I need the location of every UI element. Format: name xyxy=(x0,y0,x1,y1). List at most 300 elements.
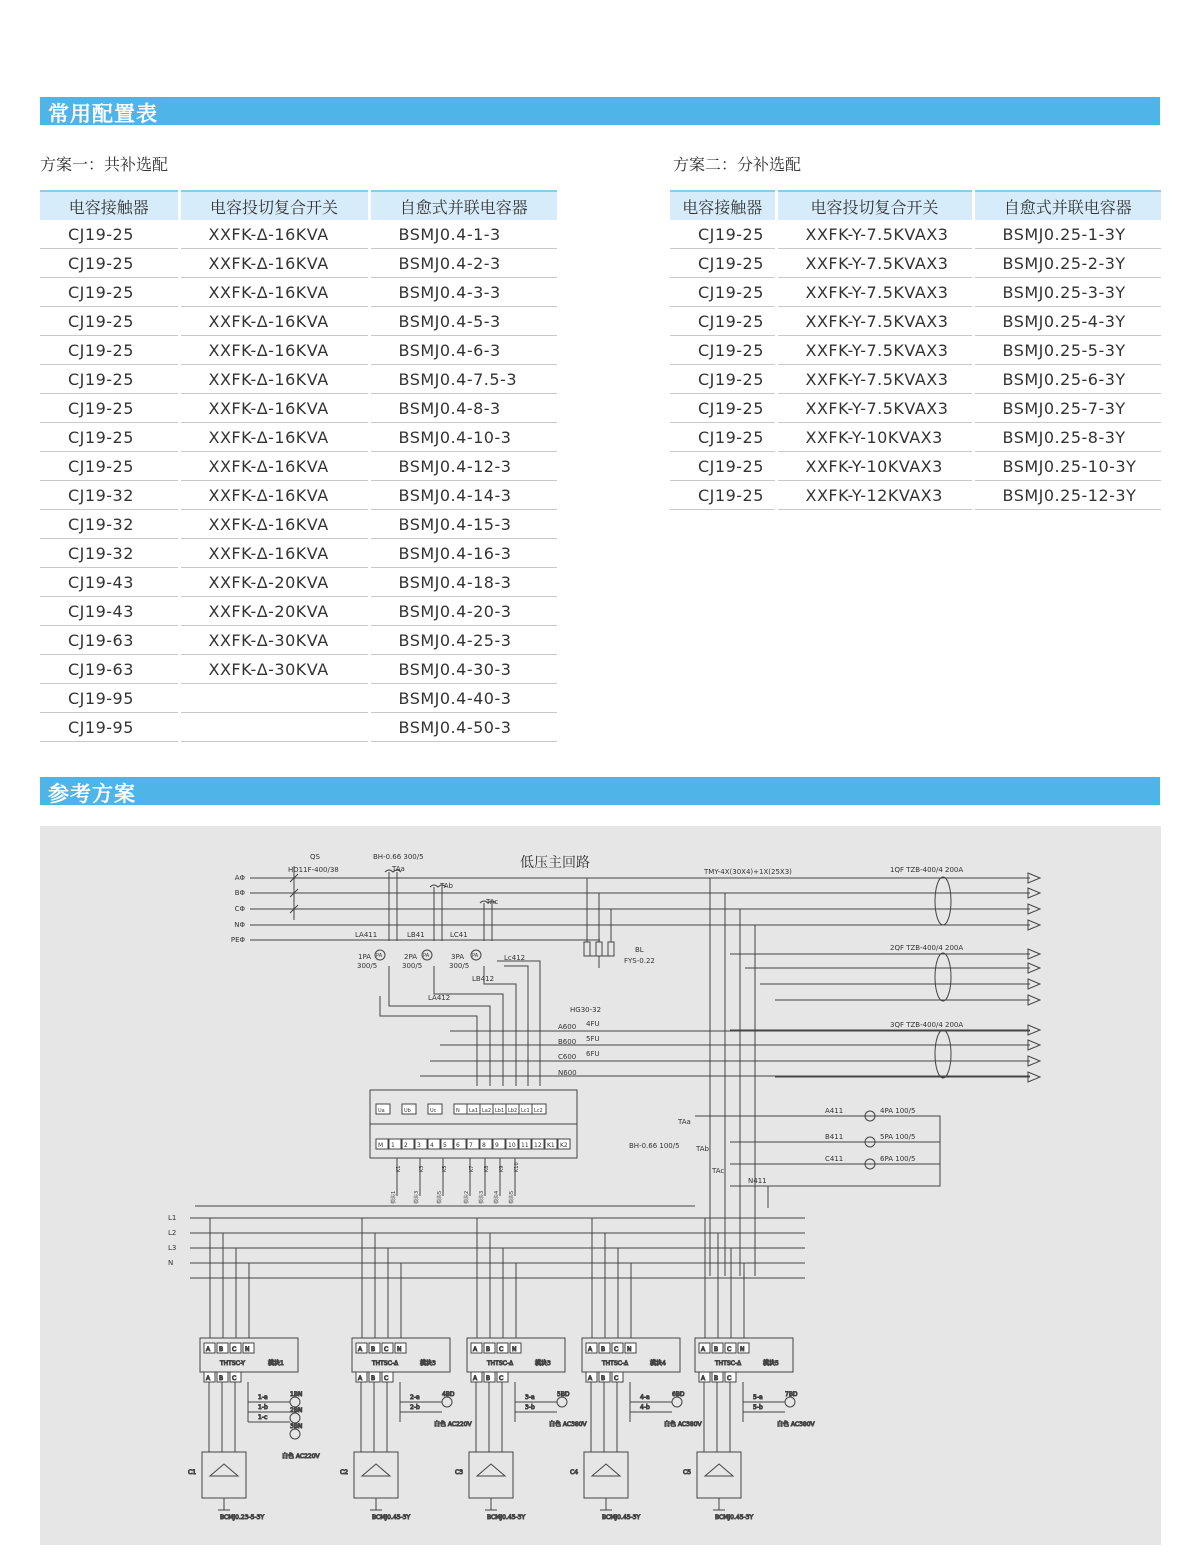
table-cell: CJ19-25 xyxy=(670,249,776,278)
table-row xyxy=(670,307,1161,336)
module-terminal-label: C xyxy=(232,1346,237,1353)
lamp-note: 白色 AC380V xyxy=(664,1421,702,1428)
bus-label: L3 xyxy=(168,1244,177,1252)
table-cell: XXFK-Y-7.5KVAX3 xyxy=(776,278,973,307)
lamp-label: 5BD xyxy=(557,1391,570,1398)
ctrl-module-label: 模块5 xyxy=(509,1190,515,1204)
table-cell: BSMJ0.4-30-3 xyxy=(369,655,557,684)
ct-a-label: TAa xyxy=(392,865,405,873)
table-cell: CJ19-25 xyxy=(670,452,776,481)
table-row xyxy=(670,423,1161,452)
table-cell: XXFK-Y-7.5KVAX3 xyxy=(776,394,973,423)
wiring-diagram xyxy=(40,826,1161,1545)
scheme1-table xyxy=(40,190,557,742)
line-label: 2-b xyxy=(410,1404,420,1411)
table-cell: XXFK-Δ-16KVA xyxy=(179,249,369,278)
table-row xyxy=(40,626,557,655)
module-terminal-label: B xyxy=(601,1346,606,1353)
qs-model: HD11F-400/38 xyxy=(288,866,339,874)
table-row xyxy=(40,481,557,510)
phase-label: BΦ xyxy=(234,889,245,897)
table-cell: XXFK-Δ-16KVA xyxy=(179,336,369,365)
ctrl-output-label: K9 xyxy=(499,1165,505,1172)
table-cell: BSMJ0.4-20-3 xyxy=(369,597,557,626)
pa2-label: 2PA xyxy=(404,953,418,961)
module-out-label: C xyxy=(499,1375,504,1382)
ctrl-module-label: 模块4 xyxy=(494,1190,500,1204)
module-label: 模块4 xyxy=(650,1360,666,1367)
ctrl-terminal-label: Ub xyxy=(404,1108,411,1114)
table-cell: BSMJ0.25-4-3Y xyxy=(973,307,1161,336)
table-cell: CJ19-25 xyxy=(40,336,179,365)
table-cell: BSMJ0.4-25-3 xyxy=(369,626,557,655)
module-type: THTSC-Y xyxy=(220,1360,245,1367)
ctrl-output-label: K7 xyxy=(469,1165,475,1172)
table-cell: XXFK-Y-7.5KVAX3 xyxy=(776,307,973,336)
table-cell: CJ19-32 xyxy=(40,510,179,539)
table-row xyxy=(40,713,557,742)
module-label: 模块1 xyxy=(268,1360,284,1367)
table-row xyxy=(670,278,1161,307)
capacitor-box xyxy=(584,1452,628,1498)
table-row xyxy=(40,452,557,481)
table-header: 电容投切复合开关 xyxy=(776,191,973,220)
capacitor-model: BCMJ0.23-5-3Y xyxy=(220,1514,265,1521)
ctrl-terminal-label: Uc xyxy=(430,1108,437,1114)
table-cell: BSMJ0.4-8-3 xyxy=(369,394,557,423)
module-terminal-label: N xyxy=(740,1346,745,1353)
fys-label: FYS-0.22 xyxy=(624,957,655,965)
table-cell: CJ19-25 xyxy=(670,336,776,365)
module-label: 模块3 xyxy=(420,1360,436,1367)
capacitor-icon xyxy=(210,1464,238,1476)
table-cell: BSMJ0.25-8-3Y xyxy=(973,423,1161,452)
module-terminal-label: A xyxy=(588,1346,593,1353)
c411-label: C411 xyxy=(825,1155,844,1163)
ctrl-module-label: 模块2 xyxy=(464,1190,470,1204)
table-row xyxy=(40,539,557,568)
module-out-label: A xyxy=(701,1375,706,1382)
line-label: 4-b xyxy=(640,1404,650,1411)
module-out-label: A xyxy=(588,1375,593,1382)
line-label: 3-a xyxy=(525,1394,535,1401)
line-label: 5-b xyxy=(753,1404,763,1411)
table-cell: XXFK-Δ-20KVA xyxy=(179,568,369,597)
module-out-label: C xyxy=(727,1375,732,1382)
ctrl-module-label: 模块3 xyxy=(479,1190,485,1204)
lb41-label: LB41 xyxy=(407,931,425,939)
table-cell: BSMJ0.4-40-3 xyxy=(369,684,557,713)
ctrl-terminal-label: M xyxy=(378,1142,384,1149)
lamp-note: 白色 AC380V xyxy=(777,1421,815,1428)
bh100-label: BH-0.66 100/5 xyxy=(629,1142,680,1150)
ctrl-terminal-label: K2 xyxy=(560,1142,568,1149)
ctrl-terminal-label: 12 xyxy=(534,1142,542,1149)
pa1-ratio: 300/5 xyxy=(357,962,378,970)
phase-label: CΦ xyxy=(234,905,245,913)
table-cell: BSMJ0.4-12-3 xyxy=(369,452,557,481)
module-terminal-label: N xyxy=(245,1346,250,1353)
ctrl-output-label: K5 xyxy=(442,1165,448,1172)
table-row xyxy=(40,336,557,365)
diagram-title: 低压主回路 xyxy=(520,855,590,871)
table-cell: BSMJ0.25-6-3Y xyxy=(973,365,1161,394)
ctrl-terminal-label: 2 xyxy=(404,1142,408,1149)
fu6-label: 6FU xyxy=(586,1050,600,1058)
table-cell: CJ19-25 xyxy=(670,278,776,307)
ta-b2-label: TAb xyxy=(696,1145,709,1153)
module-label: 模块3 xyxy=(535,1360,551,1367)
reference-section-title: 参考方案 xyxy=(48,782,136,806)
ctrl-terminal-label: 1 xyxy=(391,1142,395,1149)
table-cell: CJ19-25 xyxy=(670,394,776,423)
table-cell: XXFK-Δ-16KVA xyxy=(179,510,369,539)
qf1-label: 1QF TZB-400/4 200A xyxy=(890,866,964,874)
table-cell: XXFK-Δ-16KVA xyxy=(179,539,369,568)
table-row xyxy=(40,220,557,249)
pa2-symbol: PA xyxy=(423,953,430,959)
table-cell: XXFK-Y-7.5KVAX3 xyxy=(776,365,973,394)
table-cell: XXFK-Δ-16KVA xyxy=(179,278,369,307)
table-cell: BSMJ0.4-5-3 xyxy=(369,307,557,336)
pa5-label: 5PA 100/5 xyxy=(880,1133,916,1141)
table-cell: XXFK-Δ-16KVA xyxy=(179,220,369,249)
indicator-lamp-icon xyxy=(290,1397,300,1407)
table-row xyxy=(670,249,1161,278)
ta-c2-label: TAc xyxy=(712,1167,725,1175)
table-cell: CJ19-25 xyxy=(670,365,776,394)
phase-label: AΦ xyxy=(234,874,245,882)
pa3-symbol: PA xyxy=(472,953,479,959)
a411-label: A411 xyxy=(825,1107,844,1115)
line-label: 5-a xyxy=(753,1394,763,1401)
capacitor-box xyxy=(202,1452,246,1498)
module-terminal-label: N xyxy=(397,1346,402,1353)
module-out-label: B xyxy=(714,1375,719,1382)
phase-label: PEΦ xyxy=(230,936,245,944)
module-type: THTSC-Δ xyxy=(487,1360,514,1367)
pa2-ratio: 300/5 xyxy=(402,962,423,970)
capacitor-box xyxy=(354,1452,398,1498)
module-out-label: A xyxy=(358,1375,363,1382)
capacitor-label: C3 xyxy=(455,1469,464,1476)
table-cell: XXFK-Y-7.5KVAX3 xyxy=(776,336,973,365)
capacitor-model: BCMJ0.45-3Y xyxy=(372,1514,411,1521)
ctrl-terminal-label: N xyxy=(456,1108,460,1114)
table-row xyxy=(40,510,557,539)
scheme1-title: 方案一：共补选配 xyxy=(40,155,169,174)
scheme2-title: 方案二：分补选配 xyxy=(673,155,802,174)
module-terminal-label: N xyxy=(512,1346,517,1353)
table-row xyxy=(40,307,557,336)
table-cell: XXFK-Δ-20KVA xyxy=(179,597,369,626)
ctrl-module-label: 模块1 xyxy=(391,1190,397,1204)
lc412-label: Lc412 xyxy=(504,954,526,962)
table-cell: CJ19-25 xyxy=(40,394,179,423)
table-cell: XXFK-Y-10KVAX3 xyxy=(776,452,973,481)
ctrl-terminal-label: Lc1 xyxy=(521,1108,530,1114)
table-cell: BSMJ0.25-3-3Y xyxy=(973,278,1161,307)
b600-label: B600 xyxy=(558,1038,577,1046)
indicator-lamp-icon xyxy=(290,1429,300,1439)
table-cell: CJ19-25 xyxy=(40,307,179,336)
table-cell: XXFK-Y-12KVAX3 xyxy=(776,481,973,510)
table-cell: XXFK-Δ-16KVA xyxy=(179,307,369,336)
wiring-diagram-svg xyxy=(40,826,1161,1545)
ctrl-terminal-label: La2 xyxy=(482,1108,492,1114)
module-terminal-label: C xyxy=(614,1346,619,1353)
ctrl-output-label: K3 xyxy=(419,1165,425,1172)
module-terminal-label: B xyxy=(714,1346,719,1353)
indicator-lamp-icon xyxy=(290,1413,300,1423)
lamp-label: 3BN xyxy=(290,1423,303,1430)
table-row xyxy=(670,481,1161,510)
module-type: THTSC-Δ xyxy=(715,1360,742,1367)
capacitor-icon xyxy=(592,1464,620,1476)
busbar-label: TMY-4X(30X4)+1X(25X3) xyxy=(704,868,792,876)
module-out-label: B xyxy=(486,1375,491,1382)
table-cell: XXFK-Δ-16KVA xyxy=(179,452,369,481)
table-row xyxy=(40,249,557,278)
table-cell: XXFK-Y-7.5KVAX3 xyxy=(776,220,973,249)
pa3-ratio: 300/5 xyxy=(449,962,470,970)
table-cell: XXFK-Δ-16KVA xyxy=(179,365,369,394)
table-cell: BSMJ0.4-50-3 xyxy=(369,713,557,742)
line-label: 1-a xyxy=(258,1394,268,1401)
pa4-label: 4PA 100/5 xyxy=(880,1107,916,1115)
bl-label: BL xyxy=(635,946,644,954)
table-cell: CJ19-63 xyxy=(40,626,179,655)
table-header: 电容投切复合开关 xyxy=(179,191,369,220)
capacitor-label: C4 xyxy=(570,1469,579,1476)
ctrl-terminal-label: Lb2 xyxy=(508,1108,518,1114)
capacitor-label: C5 xyxy=(683,1469,692,1476)
capacitor-icon xyxy=(705,1464,733,1476)
indicator-lamp-icon xyxy=(442,1397,452,1407)
bus-label: N xyxy=(168,1259,174,1267)
ctrl-output-label: K1 xyxy=(396,1165,402,1172)
indicator-lamp-icon xyxy=(785,1397,795,1407)
ctrl-terminal-label: 5 xyxy=(443,1142,447,1149)
reference-section-band xyxy=(40,777,1160,805)
table-cell xyxy=(179,684,369,713)
lamp-label: 7BD xyxy=(785,1391,798,1398)
module-out-label: A xyxy=(206,1375,211,1382)
ctrl-terminal-label: 8 xyxy=(482,1142,486,1149)
table-row xyxy=(670,394,1161,423)
table-row xyxy=(670,336,1161,365)
table-cell: BSMJ0.4-10-3 xyxy=(369,423,557,452)
table-cell: CJ19-95 xyxy=(40,713,179,742)
lamp-label: 4BD xyxy=(442,1391,455,1398)
module-terminal-label: C xyxy=(727,1346,732,1353)
config-section-title: 常用配置表 xyxy=(48,102,158,126)
n411-label: N411 xyxy=(748,1177,767,1185)
qs-label: QS xyxy=(310,853,320,861)
c600-label: C600 xyxy=(558,1053,577,1061)
fu4-label: 4FU xyxy=(586,1020,600,1028)
table-cell: BSMJ0.25-12-3Y xyxy=(973,481,1161,510)
b411-label: B411 xyxy=(825,1133,844,1141)
table-header: 电容接触器 xyxy=(670,191,776,220)
table-cell: CJ19-25 xyxy=(40,365,179,394)
capacitor-label: C1 xyxy=(188,1469,197,1476)
table-cell: CJ19-25 xyxy=(40,249,179,278)
ctrl-terminal-label: 6 xyxy=(456,1142,460,1149)
table-cell: CJ19-95 xyxy=(40,684,179,713)
module-terminal-label: B xyxy=(219,1346,224,1353)
line-label: 1-b xyxy=(258,1404,268,1411)
a600-label: A600 xyxy=(558,1023,577,1031)
module-terminal-label: N xyxy=(627,1346,632,1353)
pa1-label: 1PA xyxy=(358,953,372,961)
table-cell: BSMJ0.25-10-3Y xyxy=(973,452,1161,481)
lamp-note: 白色 AC220V xyxy=(434,1421,472,1428)
table-row xyxy=(670,220,1161,249)
table-cell: BSMJ0.25-2-3Y xyxy=(973,249,1161,278)
la411-label: LA411 xyxy=(355,931,378,939)
module-terminal-label: B xyxy=(486,1346,491,1353)
ct-model: BH-0.66 300/5 xyxy=(373,853,424,861)
table-cell: CJ19-32 xyxy=(40,481,179,510)
ctrl-output-label: K8 xyxy=(484,1165,490,1172)
table-cell xyxy=(179,713,369,742)
module-label: 模块5 xyxy=(763,1360,779,1367)
table-header: 电容接触器 xyxy=(40,191,179,220)
bus-label: L2 xyxy=(168,1229,177,1237)
table-cell: CJ19-32 xyxy=(40,539,179,568)
table-cell: XXFK-Y-7.5KVAX3 xyxy=(776,249,973,278)
table-cell: CJ19-25 xyxy=(40,220,179,249)
phase-label: NΦ xyxy=(234,921,245,929)
table-cell: CJ19-25 xyxy=(40,452,179,481)
table-cell: CJ19-25 xyxy=(40,423,179,452)
table-cell: BSMJ0.25-1-3Y xyxy=(973,220,1161,249)
table-cell: BSMJ0.4-14-3 xyxy=(369,481,557,510)
ctrl-terminal-label: 4 xyxy=(430,1142,434,1149)
module-terminal-label: C xyxy=(384,1346,389,1353)
hg-label: HG30-32 xyxy=(570,1006,602,1014)
table-cell: BSMJ0.25-7-3Y xyxy=(973,394,1161,423)
table-row xyxy=(40,568,557,597)
ctrl-terminal-label: 7 xyxy=(469,1142,473,1149)
table-row xyxy=(40,278,557,307)
lamp-label: 2BN xyxy=(290,1407,303,1414)
capacitor-icon xyxy=(362,1464,390,1476)
indicator-lamp-icon xyxy=(557,1397,567,1407)
table-cell: XXFK-Δ-16KVA xyxy=(179,394,369,423)
lamp-note: 白色 AC220V xyxy=(282,1453,320,1460)
module-out-label: C xyxy=(232,1375,237,1382)
module-terminal-label: A xyxy=(358,1346,363,1353)
table-row xyxy=(670,365,1161,394)
table-cell: BSMJ0.4-3-3 xyxy=(369,278,557,307)
table-cell: BSMJ0.4-7.5-3 xyxy=(369,365,557,394)
module-out-label: A xyxy=(473,1375,478,1382)
ct-c-label: TAc xyxy=(486,898,499,906)
table-header: 自愈式并联电容器 xyxy=(369,191,557,220)
module-out-label: B xyxy=(219,1375,224,1382)
table-row xyxy=(40,684,557,713)
module-out-label: B xyxy=(371,1375,376,1382)
table-row xyxy=(40,394,557,423)
ctrl-terminal-label: 9 xyxy=(495,1142,499,1149)
qf2-label: 2QF TZB-400/4 200A xyxy=(890,944,964,952)
fu5-label: 5FU xyxy=(586,1035,600,1043)
table-header: 自愈式并联电容器 xyxy=(973,191,1161,220)
bus-label: L1 xyxy=(168,1214,177,1222)
indicator-lamp-icon xyxy=(672,1397,682,1407)
table-cell: XXFK-Δ-16KVA xyxy=(179,423,369,452)
line-label: 3-b xyxy=(525,1404,535,1411)
table-row xyxy=(40,655,557,684)
capacitor-icon xyxy=(477,1464,505,1476)
ctrl-output-label: K10 xyxy=(514,1162,520,1172)
table-cell: CJ19-25 xyxy=(670,423,776,452)
module-out-label: B xyxy=(601,1375,606,1382)
module-terminal-label: C xyxy=(499,1346,504,1353)
table-cell: XXFK-Y-10KVAX3 xyxy=(776,423,973,452)
module-type: THTSC-Δ xyxy=(372,1360,399,1367)
table-cell: BSMJ0.4-15-3 xyxy=(369,510,557,539)
line-label: 4-a xyxy=(640,1394,650,1401)
lamp-label: 6BD xyxy=(672,1391,685,1398)
capacitor-label: C2 xyxy=(340,1469,349,1476)
table-row xyxy=(40,423,557,452)
table-cell: BSMJ0.4-6-3 xyxy=(369,336,557,365)
table-cell: XXFK-Δ-30KVA xyxy=(179,655,369,684)
ctrl-terminal-label: 11 xyxy=(521,1142,529,1149)
line-label: 1-c xyxy=(258,1414,268,1421)
table-cell: CJ19-25 xyxy=(670,220,776,249)
ctrl-terminal-label: K1 xyxy=(547,1142,555,1149)
n600-label: N600 xyxy=(558,1069,577,1077)
capacitor-model: BCMJ0.45-3Y xyxy=(487,1514,526,1521)
capacitor-box xyxy=(697,1452,741,1498)
capacitor-model: BCMJ0.45-3Y xyxy=(602,1514,641,1521)
ctrl-terminal-label: 3 xyxy=(417,1142,421,1149)
ta-a2-label: TAa xyxy=(678,1118,691,1126)
module-out-label: C xyxy=(614,1375,619,1382)
ctrl-terminal-label: Lc2 xyxy=(534,1108,543,1114)
table-cell: BSMJ0.4-18-3 xyxy=(369,568,557,597)
table-row xyxy=(40,365,557,394)
capacitor-model: BCMJ0.45-3Y xyxy=(715,1514,754,1521)
pa3-label: 3PA xyxy=(451,953,465,961)
table-cell: XXFK-Δ-16KVA xyxy=(179,481,369,510)
table-cell: CJ19-43 xyxy=(40,568,179,597)
ctrl-terminal-label: 10 xyxy=(508,1142,516,1149)
table-cell: CJ19-25 xyxy=(670,307,776,336)
ctrl-terminal-label: La1 xyxy=(469,1108,479,1114)
table-row xyxy=(670,452,1161,481)
module-type: THTSC-Δ xyxy=(602,1360,629,1367)
table-cell: CJ19-25 xyxy=(40,278,179,307)
pa6-label: 6PA 100/5 xyxy=(880,1155,916,1163)
lb412-label: LB412 xyxy=(472,975,495,983)
module-terminal-label: A xyxy=(701,1346,706,1353)
table-cell: CJ19-63 xyxy=(40,655,179,684)
table-cell: BSMJ0.4-16-3 xyxy=(369,539,557,568)
capacitor-box xyxy=(469,1452,513,1498)
scheme2-table xyxy=(670,190,1161,510)
module-terminal-label: B xyxy=(371,1346,376,1353)
qf3-label: 3QF TZB-400/4 200A xyxy=(890,1021,964,1029)
ctrl-module-label: 模块5 xyxy=(437,1190,443,1204)
config-section-band xyxy=(40,97,1160,125)
line-label: 2-a xyxy=(410,1394,420,1401)
table-cell: CJ19-43 xyxy=(40,597,179,626)
